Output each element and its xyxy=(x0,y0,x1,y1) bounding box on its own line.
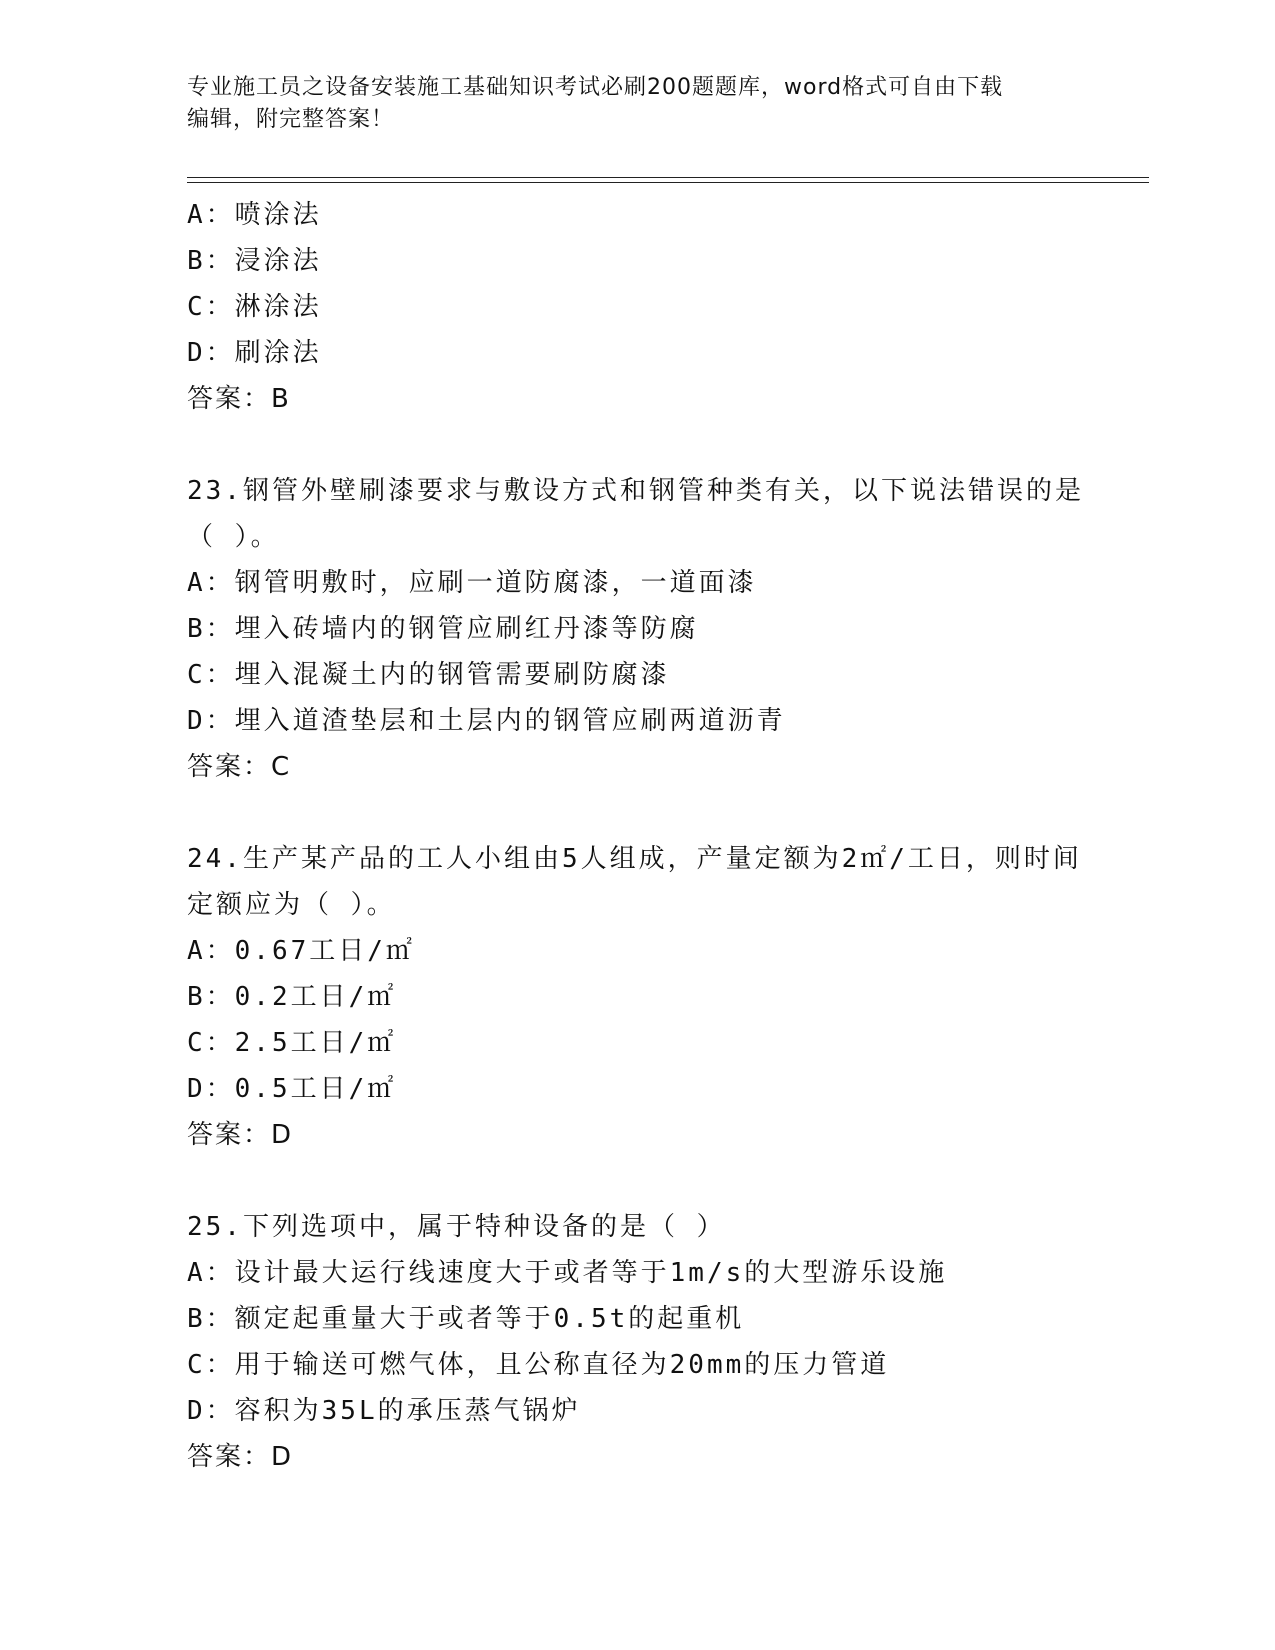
spacer xyxy=(187,422,1087,468)
question-text-line-2: 定额应为（ ）。 xyxy=(187,890,396,920)
option-b: B：0.2工日/㎡ xyxy=(187,982,397,1012)
question-text-line-1: 24.生产某产品的工人小组由5人组成，产量定额为2㎡/工日，则时间 xyxy=(187,844,1082,874)
question-24-block xyxy=(187,836,1087,1158)
option-b: B：额定起重量大于或者等于0.5t的起重机 xyxy=(187,1304,745,1334)
question-list xyxy=(187,192,1087,1480)
header-line-2: 编辑，附完整答案！ xyxy=(187,107,395,132)
answer-line: 答案：C xyxy=(187,752,292,782)
option-d: D：0.5工日/㎡ xyxy=(187,1074,397,1104)
answer-line: 答案：D xyxy=(187,1442,294,1472)
header-line-1: 专业施工员之设备安装施工基础知识考试必刷200题题库，word格式可自由下载 xyxy=(187,75,1004,100)
question-23-block xyxy=(187,468,1087,790)
question-25-block xyxy=(187,1204,1087,1480)
option-a: A：喷涂法 xyxy=(187,200,322,230)
question-text-line-1: 25.下列选项中，属于特种设备的是（ ） xyxy=(187,1212,726,1242)
option-c: C：用于输送可燃气体，且公称直径为20mm的压力管道 xyxy=(187,1350,890,1380)
header-rule-top xyxy=(187,177,1149,178)
answer-line: 答案：D xyxy=(187,1120,294,1150)
option-d: D：埋入道渣垫层和土层内的钢管应刷两道沥青 xyxy=(187,706,786,736)
option-d: D：容积为35L的承压蒸气锅炉 xyxy=(187,1396,581,1426)
header-rule-bottom xyxy=(187,182,1149,183)
option-a: A：钢管明敷时，应刷一道防腐漆，一道面漆 xyxy=(187,568,757,598)
document-header xyxy=(187,72,1067,136)
question-text-line-2: （ ）。 xyxy=(187,522,280,552)
option-b: B：埋入砖墙内的钢管应刷红丹漆等防腐 xyxy=(187,614,699,644)
option-d: D：刷涂法 xyxy=(187,338,322,368)
option-a: A：设计最大运行线速度大于或者等于1m/s的大型游乐设施 xyxy=(187,1258,948,1288)
option-c: C：淋涂法 xyxy=(187,292,322,322)
answer-line: 答案：B xyxy=(187,384,291,414)
question-22-block xyxy=(187,192,1087,422)
option-b: B：浸涂法 xyxy=(187,246,322,276)
question-text-line-1: 23.钢管外壁刷漆要求与敷设方式和钢管种类有关，以下说法错误的是 xyxy=(187,476,1084,506)
spacer xyxy=(187,790,1087,836)
spacer xyxy=(187,1158,1087,1204)
option-a: A：0.67工日/㎡ xyxy=(187,936,415,966)
option-c: C：埋入混凝土内的钢管需要刷防腐漆 xyxy=(187,660,670,690)
option-c: C：2.5工日/㎡ xyxy=(187,1028,397,1058)
